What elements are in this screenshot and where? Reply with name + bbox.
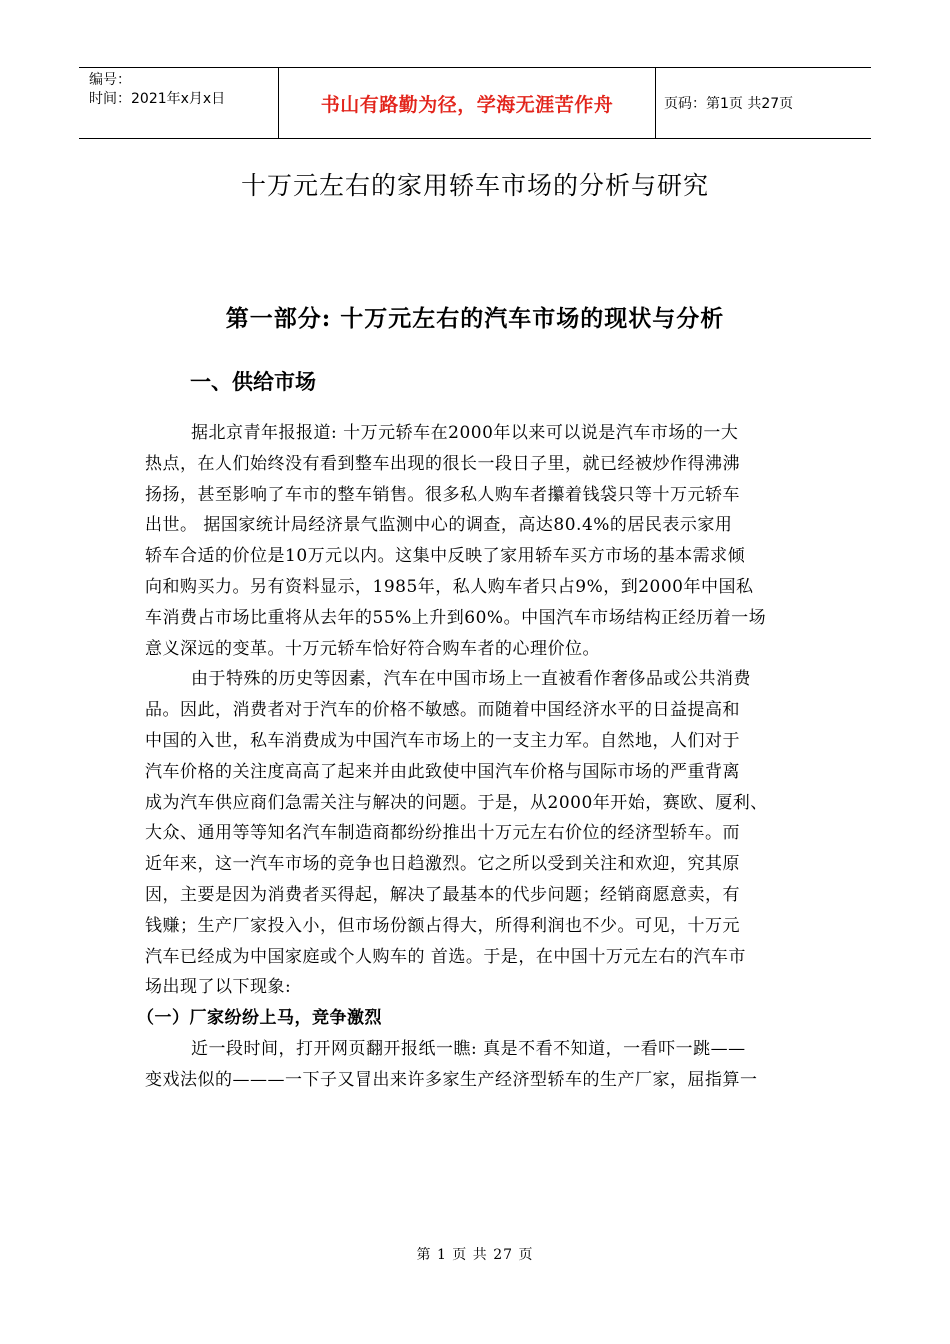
paragraph-line: 扬扬，甚至影响了车市的整车销售。很多私人购车者攥着钱袋只等十万元轿车 [145,484,740,505]
header-meta [79,68,279,138]
header-motto: 书山有路勤为径，学海无涯苦作舟 [279,68,656,138]
paragraph-line: 汽车价格的关注度高高了起来并由此致使中国汽车价格与国际市场的严重背离 [145,761,740,782]
header-table [79,67,871,139]
body-text [137,418,813,1096]
paragraph-line: 钱赚；生产厂家投入小，但市场份额占得大，所得利润也不少。可见，十万元 [145,915,740,936]
time-label: 时间：2021年x月x日 [89,91,226,107]
paragraph-line: 变戏法似的———一下子又冒出来许多家生产经济型轿车的生产厂家，屈指算一 [145,1069,758,1090]
paragraph-line: 据北京青年报报道: 十万元轿车在2000年以来可以说是汽车市场的一大 [191,423,739,443]
paragraph-line: 近一段时间，打开网页翻开报纸一瞧: 真是不看不知道，一看吓一跳—— [191,1038,746,1059]
part-title: 第一部分: 十万元左右的汽车市场的现状与分析 [225,305,725,332]
paragraph-line: 出世。 据国家统计局经济景气监测中心的调查，高达80.4%的居民表示家用 [145,515,733,536]
paragraph-line: 大众、通用等等知名汽车制造商都纷纷推出十万元左右价位的经济型轿车。而 [145,823,740,844]
paragraph-line: 中国的入世，私车消费成为中国汽车市场上的一支主力军。自然地，人们对于 [145,730,740,751]
page-footer: 第 1 页 共 27 页 [416,1247,534,1263]
paragraph-line: 品。因此，消费者对于汽车的价格不敏感。而随着中国经济水平的日益提高和 [145,700,740,721]
paragraph-line: 场出现了以下现象: [145,977,292,998]
paragraph-line: 热点，在人们始终没有看到整车出现的很长一段日子里，就已经被炒作得沸沸 [145,453,740,474]
paragraph-line: 因，主要是因为消费者买得起，解决了最基本的代步问题；经销商愿意卖，有 [145,884,740,905]
paragraph-line: 汽车已经成为中国家庭或个人购车的 首选。于是，在中国十万元左右的汽车市 [145,946,746,967]
paragraph-line: 成为汽车供应商们急需关注与解决的问题。于是，从2000年开始，赛欧、厦利、 [145,792,768,813]
section-heading: 一、供给市场 [190,369,316,394]
document-title: 十万元左右的家用轿车市场的分析与研究 [240,171,709,200]
paragraph-line: 轿车合适的价位是10万元以内。这集中反映了家用轿车买方市场的基本需求倾 [145,546,746,567]
header-page-info: 页码：第1页 共27页 [664,96,794,112]
paragraph-1 [145,418,813,664]
paragraph-line: 车消费占市场比重将从去年的55%上升到60%。中国汽车市场结构正经历着一场 [145,607,767,628]
paragraph-line: 意义深远的变革。十万元轿车恰好符合购车者的心理价位。 [145,638,600,659]
subheading: （一）厂家纷纷上马，竞争激烈 [137,1008,382,1029]
paragraph-line: 近年来，这一汽车市场的竞争也日趋激烈。它之所以受到关注和欢迎，究其原 [145,854,740,875]
paragraph-2 [145,664,813,1003]
paragraph-line: 由于特殊的历史等因素，汽车在中国市场上一直被看作奢侈品或公共消费 [191,669,751,690]
paragraph-3 [145,1034,813,1096]
paragraph-line: 向和购买力。另有资料显示，1985年，私人购车者只占9%，到2000年中国私 [145,576,754,597]
number-label: 编号： [89,72,131,88]
